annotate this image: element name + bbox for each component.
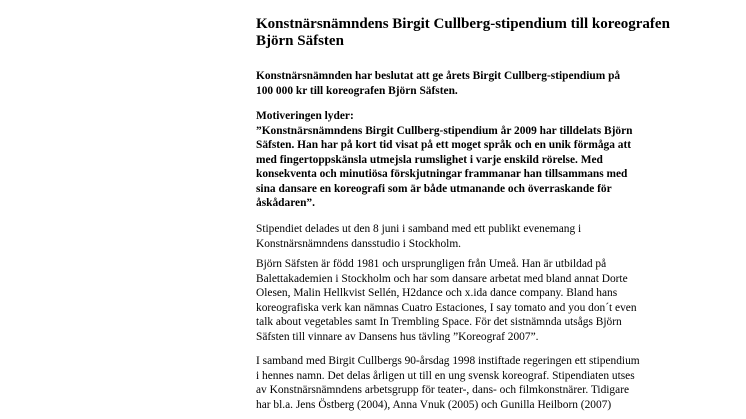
body-line: Björn Säfsten är född 1981 och ursprungligen från Umeå. Han är utbildad på [256, 258, 607, 270]
body-line: har bl.a. Jens Östberg (2004), Anna Vnuk (2005) och Gunilla Heilborn (2007) [256, 398, 612, 411]
body-line: i hennes namn. Det delas årligen ut till en ung svensk koreograf. Stipendiaten utses [256, 369, 635, 382]
lead-paragraph [256, 69, 706, 98]
motivation-line: ”Konstnärsnämndens Birgit Cullberg-stipendium år 2009 har tilldelats Björn [256, 124, 633, 137]
biography-paragraph [256, 257, 706, 344]
body-line: av Konstnärsnämndens arbetsgrupp för teater-, dans- och filmkonstnärer. Tidigare [256, 384, 630, 396]
lead-line: Konstnärsnämnden har beslutat att ge årets Birgit Cullberg-stipendium på [256, 70, 621, 82]
body-line: Stipendiet delades ut den 8 juni i samband med ett publikt evenemang i [256, 223, 582, 235]
motivation-line: åskådaren”. [256, 197, 315, 209]
motivation-line: med fingertoppskänsla utmejsla rumslighet i varje enskild rörelse. Med [256, 153, 603, 166]
body-line: koreografiska verk kan nämnas Cuatro Estaciones, I say tomato and you don´t even [256, 301, 637, 314]
body-line: I samband med Birgit Cullbergs 90-årsdag 1998 instiftade regeringen ett stipendium [256, 355, 640, 367]
body-line: Balettakademien i Stockholm och har som dansare arbetat med bland annat Dorte [256, 272, 628, 285]
body-line: Säfsten till vinnare av Dansens hus tävling ”Koreograf 2007”. [256, 330, 539, 343]
article-title [256, 16, 706, 50]
body-line: Konstnärsnämndens dansstudio i Stockholm. [256, 237, 462, 250]
motivation-line: Säfsten. Han har på kort tid visat på ett moget språk och en unik förmåga att [256, 139, 632, 151]
title-line: Björn Säfsten [256, 33, 344, 49]
motivation-paragraph [256, 109, 706, 211]
body-line: talk about vegetables samt In Trembling Space. För det sistnämnda utsågs Björn [256, 316, 622, 328]
lead-line: 100 000 kr till koreografen Björn Säfsten. [256, 84, 458, 97]
motivation-heading: Motiveringen lyder: [256, 110, 354, 122]
award-date-paragraph [256, 222, 706, 251]
stipend-history-paragraph [256, 354, 706, 412]
body-line: Olesen, Malin Hellkvist Sellén, H2dance och x.ida dance company. Bland hans [256, 287, 618, 299]
motivation-line: sina dansare en koreografi som är både utmanande och överraskande för [256, 182, 612, 195]
motivation-line: konsekventa och minutiösa förskjutningar frammanar han tillsammans med [256, 168, 628, 180]
title-line: Konstnärsnämndens Birgit Cullberg-stipendium till koreografen [256, 16, 670, 32]
